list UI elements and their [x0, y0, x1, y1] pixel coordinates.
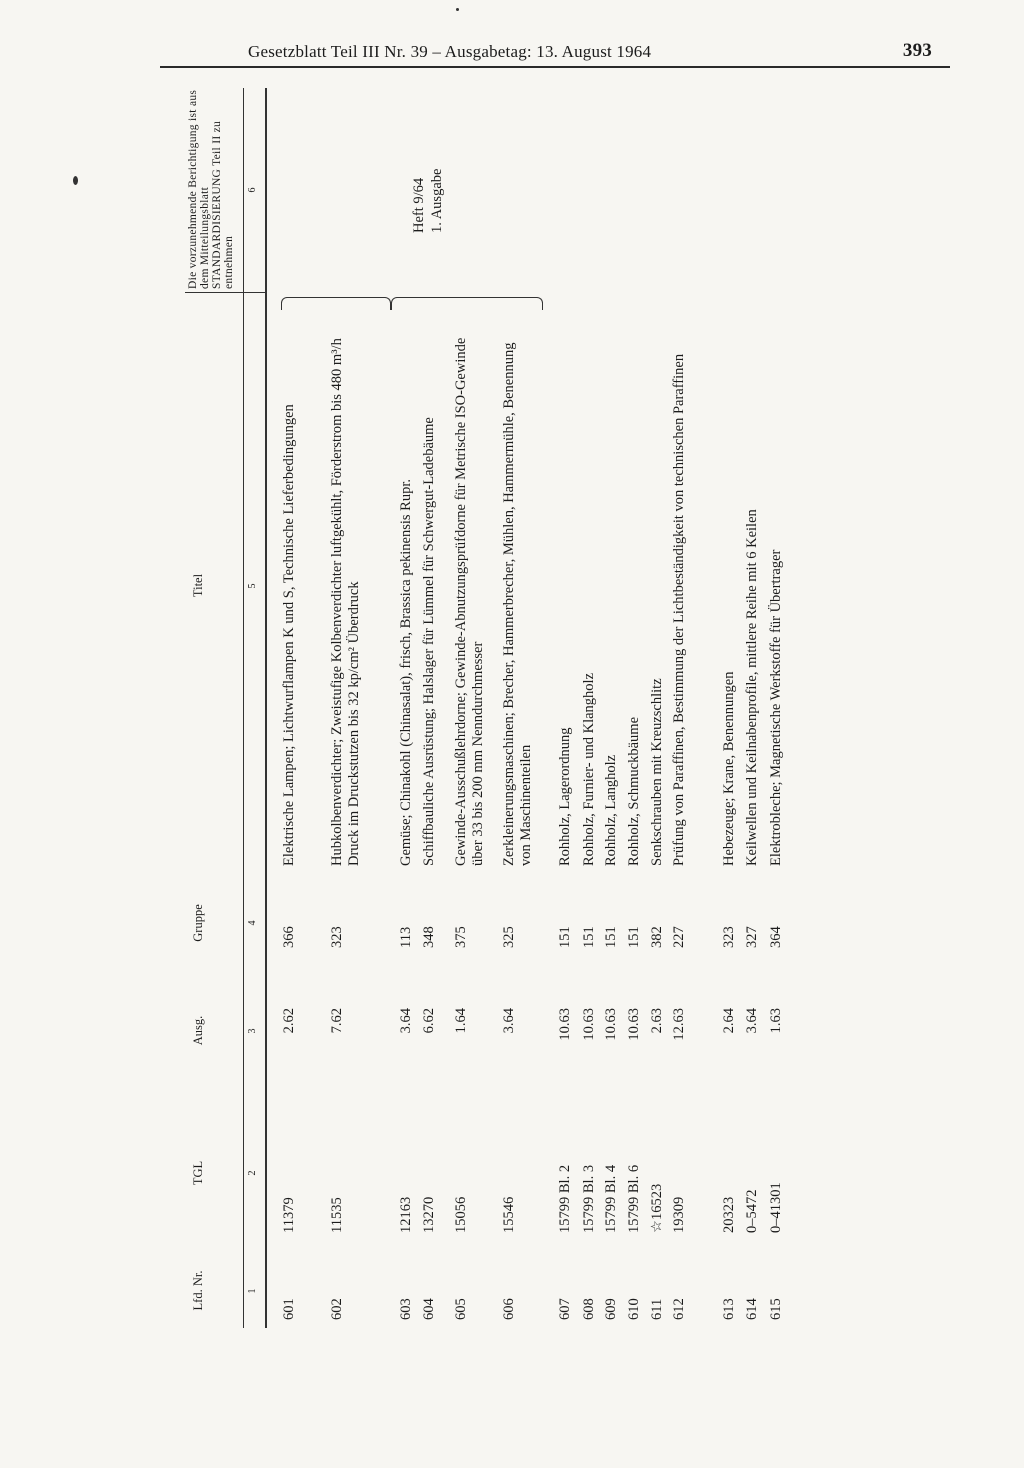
row-tgl: 15546: [501, 1196, 517, 1233]
column-number-row: [247, 88, 263, 1328]
row-gruppe: 151: [581, 926, 597, 948]
row-nr: 610: [626, 1298, 642, 1320]
bracket-note-line2: 1. Ausgabe: [429, 168, 445, 233]
row-tgl: 11379: [281, 1197, 297, 1233]
row-tgl: 12163: [398, 1196, 414, 1233]
col-header-ausg: Ausg.: [191, 1015, 205, 1046]
row-nr: 609: [603, 1298, 619, 1320]
row-gruppe: 327: [744, 926, 760, 948]
col-header-berichtigung: Die vorzunehmende Berichtigung ist aus dem Mitteilungsblatt STANDARDISIERUNG Teil II zu entnehmen: [187, 89, 235, 289]
row-gruppe: 151: [603, 926, 619, 948]
row-nr: 602: [329, 1298, 345, 1320]
header-bottom-rule: [265, 88, 267, 1328]
row-gruppe: 325: [501, 926, 517, 948]
rotated-table: [185, 88, 805, 1328]
row-titel: Senkschrauben mit Kreuzschlitz: [649, 678, 665, 866]
row-gruppe: 364: [768, 926, 784, 948]
bracket-lower: [391, 297, 543, 310]
row-tgl: 15799 Bl. 3: [581, 1164, 597, 1233]
row-ausg: 10.63: [581, 1008, 597, 1041]
row-ausg: 3.64: [501, 1008, 517, 1034]
row-ausg: 2.62: [281, 1008, 297, 1034]
row-nr: 605: [453, 1298, 469, 1320]
col-num-6: 6: [247, 187, 258, 193]
row-ausg: 3.64: [744, 1008, 760, 1034]
row-nr: 613: [721, 1298, 737, 1320]
row-nr: 608: [581, 1298, 597, 1320]
col-header-titel: Titel: [191, 573, 205, 598]
row-gruppe: 151: [626, 926, 642, 948]
row-gruppe: 151: [557, 926, 573, 948]
row-titel: Zerkleinerungsmaschinen; Brecher, Hammerbrecher, Mühlen, Hammermühle, Benennung von Maschinenteilen: [501, 342, 534, 866]
row-titel: Keilwellen und Keilnabenprofile, mittlere Reihe mit 6 Keilen: [744, 509, 760, 866]
row-gruppe: 113: [398, 926, 414, 948]
page-number: 393: [902, 40, 932, 61]
row-titel: Rohholz, Schmuckbäume: [626, 716, 642, 866]
row-tgl: 15799 Bl. 6: [626, 1164, 642, 1233]
row-tgl: 0–5472: [744, 1189, 760, 1233]
row-tgl: 13270: [421, 1196, 437, 1233]
row-ausg: 10.63: [603, 1008, 619, 1041]
row-titel: Rohholz, Langholz: [603, 754, 619, 866]
row-titel: Gewinde-Ausschußlehrdorne; Gewinde-Abnutzungsprüfdorne für Metrische ISO-Gewinde über 33 bis 200 mm Nenndurchmesser: [453, 337, 486, 866]
header-rule: [160, 66, 950, 68]
col-header-nr: Lfd. Nr.: [191, 1270, 205, 1311]
row-ausg: 10.63: [626, 1008, 642, 1041]
row-titel: Rohholz, Lagerordnung: [557, 727, 573, 866]
running-title: Gesetzblatt Teil III Nr. 39 – Ausgabetag: 13. August 1964: [248, 42, 652, 61]
row-titel: Prüfung von Paraffinen, Bestimmung der Lichtbeständigkeit von technischen Paraffinen: [671, 353, 687, 866]
row-titel: Gemüse; Chinakohl (Chinasalat), frisch, Brassica pekinensis Rupr.: [398, 479, 414, 866]
col-num-4: 4: [247, 920, 258, 926]
col-num-1: 1: [247, 1288, 258, 1294]
row-nr: 604: [421, 1298, 437, 1320]
row-ausg: 10.63: [557, 1008, 573, 1041]
row-ausg: 2.64: [721, 1008, 737, 1034]
col-header-tgl: TGL: [191, 1160, 205, 1186]
row-nr: 611: [649, 1298, 665, 1320]
row-nr: 607: [557, 1298, 573, 1320]
row-titel: Hubkolbenverdichter; Zweistufige Kolbenverdichter luftgekühlt, Förderstrom bis 480 m³/h Druck im Druckstutzen bis 32 kp/cm² Überdruck: [329, 338, 362, 866]
row-ausg: 7.62: [329, 1008, 345, 1034]
row-ausg: 6.62: [421, 1008, 437, 1034]
col-num-3: 3: [247, 1028, 258, 1034]
bracket-note-line1: Heft 9/64: [411, 177, 427, 233]
row-tgl: 19309: [671, 1196, 687, 1233]
row-gruppe: 375: [453, 926, 469, 948]
col-header-gruppe: Gruppe: [191, 904, 205, 942]
row-ausg: 3.64: [398, 1008, 414, 1034]
bracket-upper: [281, 297, 391, 310]
row-tgl: 11535: [329, 1197, 345, 1233]
row-tgl: 15056: [453, 1196, 469, 1233]
row-tgl: ☆16523: [649, 1183, 665, 1233]
row-tgl: 15799 Bl. 4: [603, 1164, 619, 1233]
row-ausg: 1.64: [453, 1008, 469, 1034]
row-nr: 615: [768, 1298, 784, 1320]
row-titel: Elektrobleche; Magnetische Werkstoffe für Übertrager: [768, 549, 784, 866]
page-header: [170, 36, 940, 66]
row-titel: Hebezeuge; Krane, Benennungen: [721, 671, 737, 866]
row-tgl: 0–41301: [768, 1182, 784, 1233]
row-tgl: 15799 Bl. 2: [557, 1164, 573, 1233]
row-ausg: 1.63: [768, 1008, 784, 1034]
row-gruppe: 323: [721, 926, 737, 948]
row-gruppe: 382: [649, 926, 665, 948]
row-nr: 614: [744, 1298, 760, 1320]
row-nr: 601: [281, 1298, 297, 1320]
row-nr: 603: [398, 1298, 414, 1320]
row-gruppe: 227: [671, 926, 687, 948]
row-titel: Rohholz, Furnier- und Klangholz: [581, 672, 597, 866]
row-titel: Schiffbauliche Ausrüstung; Halslager für Lümmel für Schwergut-Ladebäume: [421, 417, 437, 866]
col-num-2: 2: [247, 1170, 258, 1176]
header-divider: [243, 88, 244, 1328]
col-num-5: 5: [247, 583, 258, 589]
row-tgl: 20323: [721, 1196, 737, 1233]
row-gruppe: 366: [281, 926, 297, 948]
row-nr: 612: [671, 1298, 687, 1320]
ink-speck: [456, 8, 459, 11]
row-nr: 606: [501, 1298, 517, 1320]
row-ausg: 2.63: [649, 1008, 665, 1034]
col-divider-5-6: [185, 292, 267, 293]
row-gruppe: 348: [421, 926, 437, 948]
ink-speck: [73, 176, 78, 185]
row-gruppe: 323: [329, 926, 345, 948]
bracket-note: [410, 123, 446, 233]
row-titel: Elektrische Lampen; Lichtwurflampen K und S, Technische Lieferbedingungen: [281, 404, 297, 866]
row-ausg: 12.63: [671, 1008, 687, 1041]
